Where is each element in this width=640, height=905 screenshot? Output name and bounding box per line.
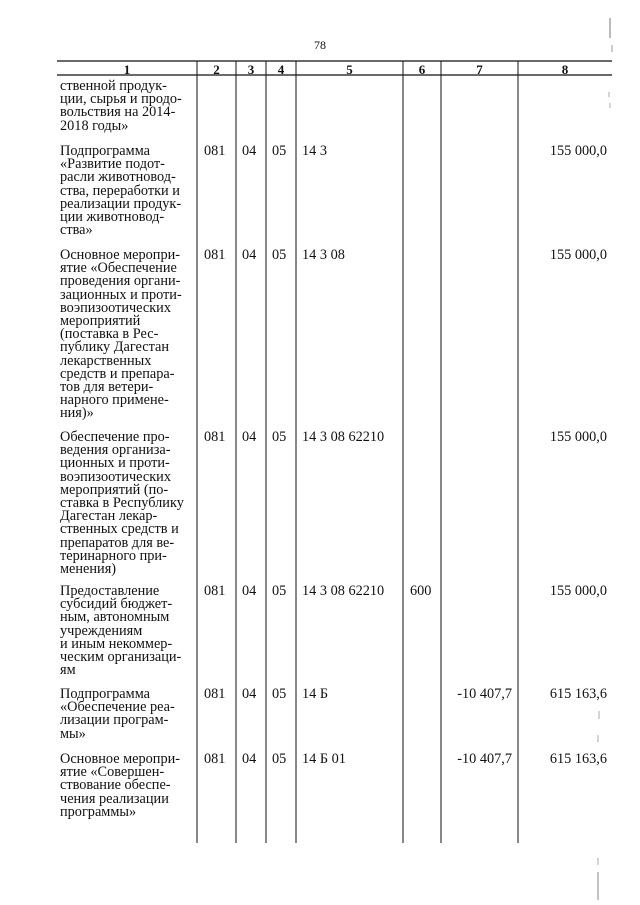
table-cell-col6: 600 (410, 583, 432, 599)
table-cell-col2: 081 (204, 686, 226, 702)
table-cell-col2: 081 (204, 751, 226, 767)
table-cell-col4: 05 (272, 686, 287, 702)
table-cell-col2: 081 (204, 429, 226, 445)
table-cell-col8: 615 163,6 (549, 751, 607, 767)
table-cell-col5: 14 3 08 62210 (302, 583, 385, 599)
table-cell-col3: 04 (242, 751, 257, 767)
column-header-1: 1 (123, 62, 131, 77)
table-cell-col5: 14 Б 01 (302, 751, 346, 767)
column-header-2: 2 (213, 62, 220, 77)
table-cell-col4: 05 (272, 143, 287, 159)
table-row-name: Подпрограмма «Развитие подот- расли животновод- ства, переработки и реализации продук- ции животновод- ства» (60, 143, 182, 239)
table-cell-col3: 04 (242, 143, 257, 159)
table-cell-col4: 05 (272, 583, 287, 599)
table-cell-col7: -10 407,7 (457, 751, 512, 767)
table-cell-col2: 081 (204, 583, 226, 599)
column-header-3: 3 (247, 62, 255, 77)
table-cell-col5: 14 3 08 (302, 247, 345, 263)
table-cell-col2: 081 (204, 143, 226, 159)
table-row-name: Подпрограмма «Обеспечение реа- лизации програм- мы» (60, 686, 175, 742)
table-cell-col3: 04 (242, 429, 257, 445)
table-cell-col4: 05 (272, 429, 287, 445)
table-cell-col5: 14 3 (302, 143, 328, 159)
table-row-name: Предоставление субсидий бюджет- ным, автономным учреждениям и иным некоммер- ческим организаци- ям (60, 583, 182, 679)
table-cell-col3: 04 (242, 686, 257, 702)
column-header-5: 5 (346, 62, 353, 77)
table-cell-col4: 05 (272, 247, 287, 263)
table-cell-col4: 05 (272, 751, 287, 767)
table-row-name: Основное меропри- ятие «Совершен- ствование обеспе- чения реализации программы» (60, 751, 181, 820)
table-cell-col7: -10 407,7 (457, 686, 512, 702)
table-cell-col2: 081 (204, 247, 226, 263)
table-cell-col3: 04 (242, 583, 257, 599)
table-cell-col5: 14 Б (302, 686, 329, 702)
table-row-name: Основное меропри- ятие «Обеспечение проведения органи- зационных и проти- воэпизоотических мероприятий (поставка в Рес- публику Дагестан лекарственных средств и препара- тов для ветери- нарного примене- ния)» (60, 247, 182, 422)
table-cell-col8: 155 000,0 (549, 583, 607, 599)
table-cell-col8: 155 000,0 (549, 247, 607, 263)
column-header-6: 6 (418, 62, 426, 77)
table-cell-col5: 14 3 08 62210 (302, 429, 385, 445)
table-cell-col3: 04 (242, 247, 257, 263)
page-number: 78 (314, 38, 326, 52)
table-cell-col8: 155 000,0 (549, 429, 607, 445)
table-row-name: ственной продук- ции, сырья и продо- вольствия на 2014- 2018 годы» (60, 78, 182, 134)
table-cell-col8: 615 163,6 (549, 686, 607, 702)
column-header-4: 4 (277, 62, 285, 77)
table-cell-col8: 155 000,0 (549, 143, 607, 159)
column-header-8: 8 (561, 62, 569, 77)
column-header-7: 7 (476, 62, 483, 77)
table-row-name: Обеспечение про- ведения организа- ционных и проти- воэпизоотических мероприятий (по- ставка в Республику Дагестан лекар- ственных средств и препаратов для ве- теринарного при- менения) (60, 429, 184, 578)
